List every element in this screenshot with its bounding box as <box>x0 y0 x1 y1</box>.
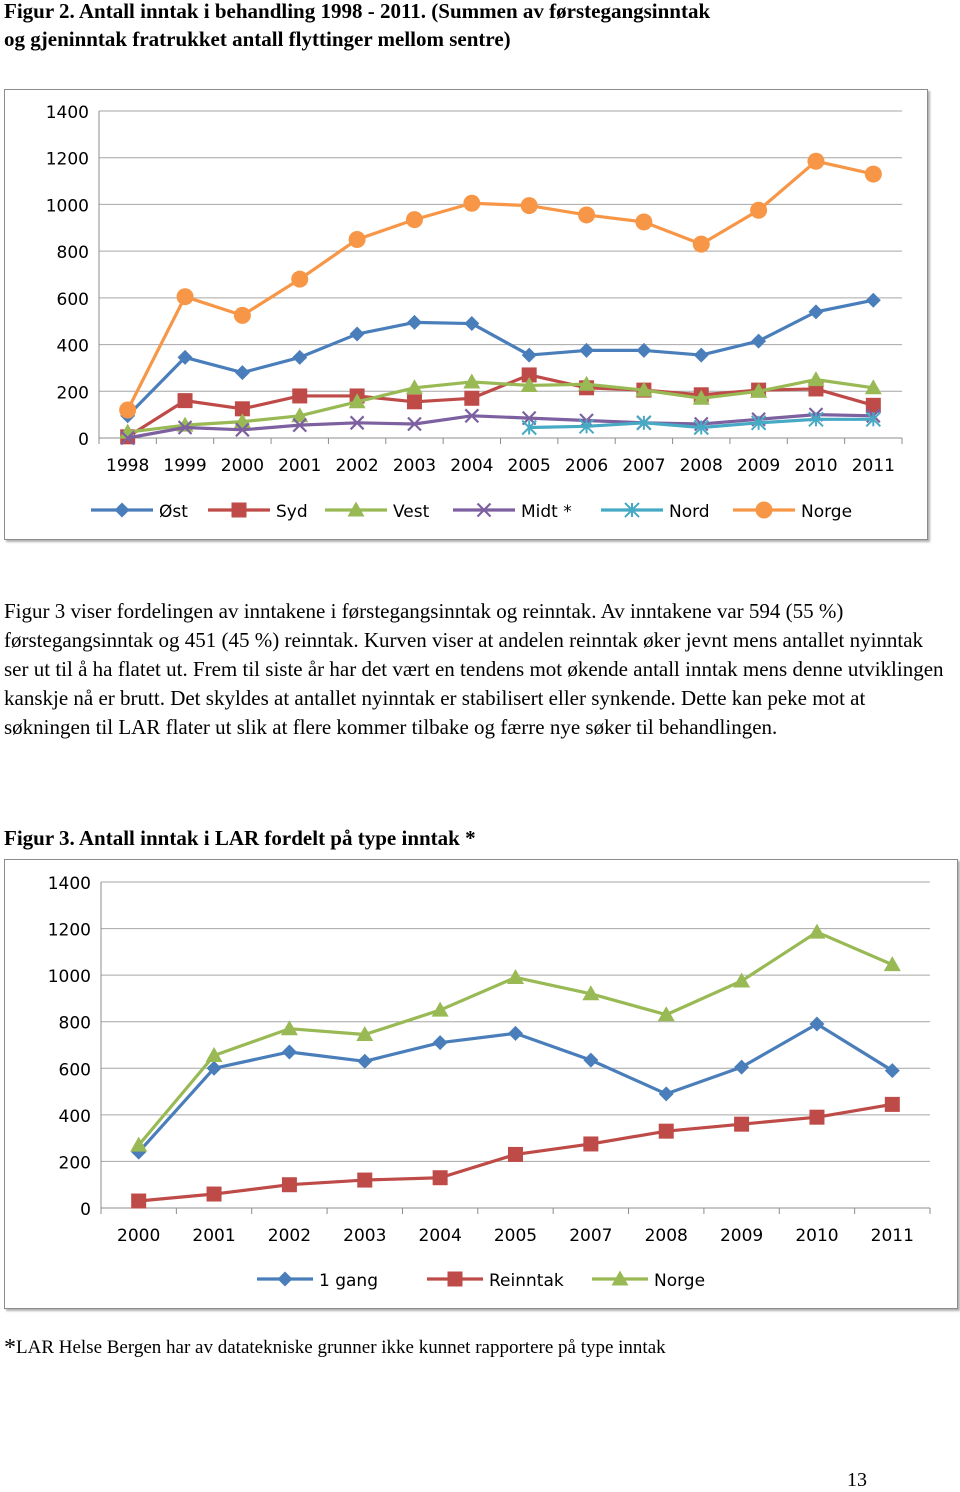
data-point <box>292 388 307 403</box>
data-point <box>178 393 193 408</box>
data-point <box>433 1170 448 1185</box>
legend-item-vest <box>325 502 430 523</box>
footnote <box>4 1335 666 1362</box>
legend-item-syd <box>208 502 308 522</box>
x-tick-label: 2000 <box>117 1226 161 1246</box>
data-point <box>357 1173 372 1188</box>
x-tick-label: 2003 <box>343 1226 387 1246</box>
legend-label: Nord <box>669 502 710 522</box>
y-tick-label: 1000 <box>45 196 89 217</box>
legend-marker <box>232 503 247 518</box>
data-point <box>522 348 537 363</box>
data-point <box>508 1026 523 1041</box>
y-tick-label: 600 <box>56 289 89 310</box>
data-point <box>235 365 250 380</box>
data-point <box>636 343 651 358</box>
data-point <box>734 1117 749 1132</box>
y-tick-label: 400 <box>58 1106 91 1127</box>
y-tick-label: 1400 <box>47 874 91 894</box>
x-tick-label: 2002 <box>335 456 379 476</box>
x-tick-label: 2007 <box>622 456 666 476</box>
y-tick-label: 800 <box>58 1013 91 1034</box>
figure-3-chart <box>4 859 958 1309</box>
y-tick-label: 1400 <box>45 103 89 123</box>
data-point <box>659 1086 674 1101</box>
x-tick-label: 1999 <box>163 456 207 476</box>
data-point <box>464 391 479 406</box>
legend-item-norge <box>592 1271 705 1292</box>
x-tick-label: 2005 <box>493 1226 538 1246</box>
footnote-text: LAR Helse Bergen har av datatekniske grunner ikke kunnet rapportere på type inntak <box>16 1337 666 1358</box>
data-point <box>282 1044 297 1059</box>
data-point <box>808 924 825 939</box>
data-point <box>694 348 709 363</box>
data-point <box>131 1194 146 1209</box>
data-point <box>433 1035 448 1050</box>
x-tick-label: 2001 <box>192 1226 236 1246</box>
data-point <box>119 401 136 418</box>
x-tick-label: 2003 <box>392 456 437 476</box>
legend-label: Norge <box>801 502 853 522</box>
series-reinntak <box>131 1097 900 1209</box>
legend-label: Syd <box>276 502 308 522</box>
data-point <box>579 343 594 358</box>
legend-marker <box>448 1272 463 1287</box>
y-tick-label: 800 <box>56 243 89 264</box>
figure-2-chart-svg <box>5 90 927 539</box>
figure-3-chart-svg <box>5 860 957 1308</box>
data-point <box>635 213 652 230</box>
data-point <box>750 202 767 219</box>
legend-label: Reinntak <box>489 1271 564 1291</box>
footnote-marker: * <box>4 1335 16 1361</box>
series-1-gang <box>131 1017 900 1160</box>
data-point <box>463 195 480 212</box>
y-tick-label: 0 <box>78 430 89 450</box>
x-tick-label: 2009 <box>736 456 781 476</box>
data-point <box>406 211 423 228</box>
data-point <box>350 327 365 342</box>
data-point <box>807 371 824 386</box>
x-tick-label: 2010 <box>794 456 838 476</box>
x-tick-label: 2010 <box>795 1226 839 1246</box>
x-tick-label: 2005 <box>507 456 551 476</box>
y-tick-label: 400 <box>56 336 89 357</box>
x-tick-label: 2008 <box>679 456 723 476</box>
y-tick-label: 1000 <box>47 967 91 988</box>
page-number: 13 <box>847 1469 867 1491</box>
x-tick-label: 2011 <box>851 456 895 476</box>
x-tick-label: 2009 <box>719 1226 764 1246</box>
legend-item-midt <box>453 502 572 522</box>
x-tick-label: 1998 <box>106 456 150 476</box>
legend-item-1-gang <box>257 1271 378 1291</box>
y-tick-label: 600 <box>58 1060 91 1081</box>
data-point <box>291 271 308 288</box>
data-point <box>866 293 881 308</box>
data-point <box>885 1097 900 1112</box>
legend-label: 1 gang <box>319 1271 378 1291</box>
legend-label: Midt * <box>521 502 572 522</box>
x-tick-label: 2004 <box>418 1226 462 1246</box>
x-tick-label: 2008 <box>644 1226 688 1246</box>
data-point <box>734 1060 749 1075</box>
figure-2-chart <box>4 89 928 540</box>
data-point <box>865 166 882 183</box>
data-point <box>349 231 366 248</box>
x-tick-label: 2004 <box>450 456 494 476</box>
figure-2-caption-line2: og gjeninntak fratrukket antall flyttinger mellom sentre) <box>4 27 511 51</box>
x-tick-label: 2001 <box>278 456 322 476</box>
y-tick-label: 0 <box>80 1200 91 1220</box>
data-point <box>407 315 422 330</box>
legend-item-reinntak <box>427 1271 564 1291</box>
figure-3-caption: Figur 3. Antall inntak i LAR fordelt på type inntak * <box>4 826 476 850</box>
data-point <box>508 1147 523 1162</box>
legend-item-st <box>91 502 188 522</box>
data-point <box>751 334 766 349</box>
data-point <box>234 307 251 324</box>
legend-item-norge <box>733 502 852 523</box>
x-tick-label: 2011 <box>870 1226 914 1246</box>
x-tick-label: 2007 <box>569 1226 613 1246</box>
data-point <box>583 1136 598 1151</box>
legend-marker <box>756 502 773 519</box>
y-tick-label: 200 <box>58 1153 91 1174</box>
legend <box>257 1271 705 1292</box>
legend-marker <box>278 1272 293 1287</box>
legend-marker <box>115 503 130 518</box>
data-point <box>809 1110 824 1125</box>
data-point <box>357 1054 372 1069</box>
data-point <box>507 969 524 984</box>
legend-label: Norge <box>654 1271 706 1291</box>
data-point <box>407 394 422 409</box>
data-point <box>177 288 194 305</box>
data-point <box>521 197 538 214</box>
data-point <box>464 316 479 331</box>
data-point <box>207 1187 222 1202</box>
legend-label: Øst <box>159 502 188 522</box>
body-paragraph: Figur 3 viser fordelingen av inntakene i førstegangsinntak og reinntak. Av inntakene var 594 (55 %) førstegangsinntak og 451 (45 %) reinntak. Kurven viser at andelen reinntak øker jevnt mens antallet nyinntak ser ut til å ha flatet ut. Frem til siste år har det vært en tendens mot økende antall inntak mens denne utviklingen kanskje nå er brutt. Det skyldes at antallet nyinntak er stabilisert eller synkende. Dette kan peke mot at søkningen til LAR flater ut slik at flere kommer tilbake og færre nye søker til behandlingen. <box>4 599 944 739</box>
y-tick-label: 200 <box>56 383 89 404</box>
figure-2-caption-line1: Figur 2. Antall inntak i behandling 1998 - 2011. (Summen av førstegangsinntak <box>4 0 711 23</box>
data-point <box>693 236 710 253</box>
data-point <box>282 1177 297 1192</box>
legend <box>91 502 852 523</box>
data-point <box>659 1124 674 1139</box>
data-point <box>292 350 307 365</box>
x-tick-label: 2006 <box>564 456 609 476</box>
x-tick-label: 2000 <box>220 456 265 476</box>
data-point <box>808 304 823 319</box>
data-point <box>583 1053 598 1068</box>
legend-item-nord <box>601 502 710 522</box>
data-point <box>885 1063 900 1078</box>
data-point <box>807 153 824 170</box>
figure-2-caption <box>4 0 904 53</box>
data-point <box>809 1017 824 1032</box>
series-syd <box>120 367 881 444</box>
series-norge <box>119 153 882 419</box>
x-tick-label: 2002 <box>267 1226 312 1246</box>
y-tick-label: 1200 <box>47 920 91 941</box>
data-point <box>578 206 595 223</box>
legend-label: Vest <box>393 502 430 522</box>
y-tick-label: 1200 <box>45 149 89 170</box>
